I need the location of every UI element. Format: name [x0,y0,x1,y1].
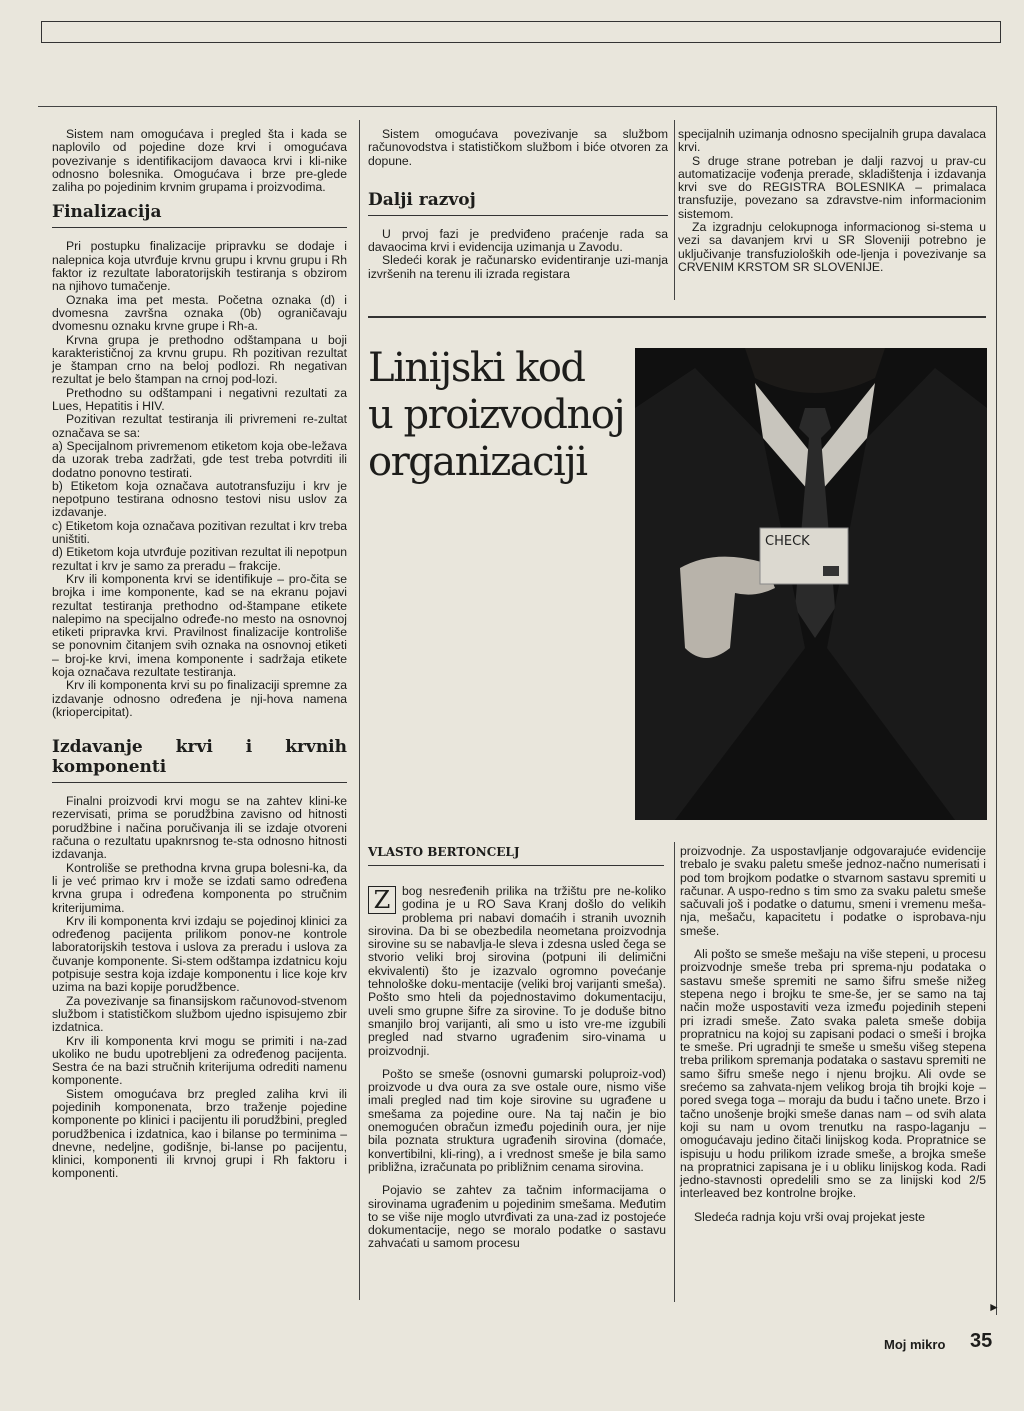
paragraph: Pošto se smeše (osnovni gumarski poluproiz-vod) proizvode u dva oura za sve ostale oure, nismo više imali pregled nad tim koje sirovine su ugrađene u smešama za pojedine oure. Na taj način je bio onemogućen obračun između pojedinih oura, jer nije bila poznata struktura ugrađenih sirovina (domaće, konvertibilni, kli-ring), a i vrednost smeše je bila samo približna, izračunata po približnim cenama sirovina. [368,1066,666,1174]
section-heading-izdavanje: Izdavanje krvi i krvnih komponenti [52,737,347,783]
column-divider [674,120,675,300]
paragraph: Pozitivan rezultat testiranja ili privremeni re-zultat označava se sa: [52,412,347,440]
column-1 [52,128,347,1181]
paragraph: Oznaka ima pet mesta. Početna oznaka (d) i dvomesna završna oznaka (0b) ograničavaju dvomesnu oznaku krvne grupe i Rh-a. [52,292,347,334]
column-divider [674,842,675,1302]
article-title-line: Linijski kod [368,345,585,391]
paragraph: Pri postupku finalizacije pripravku se dodaje i nalepnica koja utvrđuje krvnu grupu i krvnu grupu i Rh faktor iz rezultate laboratorijskih testiranja s obzirom na njihovo tumačenje. [52,239,347,294]
article-author: VLASTO BERTONCELJ [368,845,664,866]
magazine-name: Moj mikro [884,1337,946,1352]
page-number: 35 [970,1330,993,1352]
paragraph: Za povezivanje sa finansijskom računovod-stvenom službom i statističkom službom ujedno ispisujemo zbir izdatnica. [52,993,347,1035]
list-item: c) Etiketom koja označava pozitivan rezultat i krv treba uništiti. [52,518,347,547]
paragraph: Sistem nam omogućava i pregled šta i kada se naplovilo od pojedine doze krvi i omogućava povezivanje s identifikacijom davaoca krvi i kli-nike odnosno bolesnika. Omogućava i brze pre-glede zaliha po pojedinim krvnim grupama i proizvodima. [52,127,347,195]
paragraph: Za izgradnju celokupnoga informacionog si-stema u vezi sa davanjem krvi u SR Sloveniji potrebno je uključivanje transfuzioloških ode-ljenja i povezivanje sa CRVENIM KRSTOM SR SLOVENIJE. [678,220,986,274]
paragraph [368,885,666,1058]
article-divider [368,316,986,318]
list-item: b) Etiketom koja označava autotransfuziju i krv je nepotpuno testirana odnosno testovi nisu uslov za izdavanje. [52,478,347,520]
paragraph: Ali pošto se smeše mešaju na više stepeni, u procesu proizvodnje smeše treba pri sprema-nju podataka o sastavu smeše spremiti ne samo šifru smeše nižeg stepena nego i brojku te sme-še, jer se samo na taj način može uspostaviti veza između pojedinih stepeni pri izradi smeše. Zato svaka paleta smeše dobija propratnicu na kojoj su zapisani podaci o smeši i brojka te smeše. Pri ugradnji te smeše u smešu višeg stepena treba prilikom spremanja podataka o sastavu spremiti ne samo šifru smeše nego i njenu brojku. Ali ovde se srećemo sa zahvata-njem velikog broja tih brojki koje – pored svega toga – moraju da budu i tačno unete. Brzo i tačno unošenje brojki smeše danas nam – od svih alata koji su nam u ovom trenutku na raspo-laganju – omogućavaju jedino čitači linijskog koda. Propratnice se ispisuju u hodu prilikom izrade smeše, a brojka smeše na propratnici zapisana je i u obliku linijskog koda. Radi jedno-stavnosti opredelili smo se za linijski kod 2/5 interleaved bez kontrolne brojke. [680,947,986,1201]
column-divider [359,120,360,1300]
paragraph: U prvoj fazi je predviđeno praćenje rada sa davaocima krvi i evidencija uzimanja u Zavodu. [368,226,668,255]
list-item: a) Specijalnom privremenom etiketom koja obe-ležava da uzorak treba zadržati, gde test treba potvrditi ili dodatno ponovno testirati. [52,438,347,480]
column-3 [678,128,986,274]
paragraph: Sledeća radnja koju vrši ovaj projekat jeste [694,1209,926,1224]
paragraph: Prethodno su odštampani i negativni rezultati za Lues, Hepatitis i HIV. [52,385,347,414]
paragraph: Krv ili komponenta krvi mogu se primiti i na-zad ukoliko ne budu upotrebljeni za određenog pacijenta. Sestra će na bazi stručnih kriterijuma odrediti namenu komponente. [52,1033,347,1088]
article-column-2 [680,845,986,1224]
article-photo [635,348,987,820]
section-heading-dalji-razvoj: Dalji razvoj [368,190,668,216]
paragraph: Krv ili komponenta krvi se identifikuje – pro-čita se brojka i ime komponente, kad se na ekranu pojavi rezultat testiranja prethodno od-štampane etikete nalepimo na specijalno određe-no mesto na osnovnoj etiketi pripravka krvi. Pravilnost finalizacije kontroliše se ponovnim čitanjem svih oznaka na osnovnoj etiketi – broj-ke krvi, imena komponente i sadržaja etikete koja označava rezultate testiranja. [52,571,347,679]
paragraph: Pojavio se zahtev za tačnim informacijama o sirovinama ugrađenim u pojedinim smešama. Međutim to se više nije moglo utvrđivati za una-zad iz postojeće dokumentacije, nego se moralo podatke o sastavu zahvaćati u samom procesu [368,1183,666,1251]
paragraph: Sistem omogućava povezivanje sa službom računovodstva i statističkom službom i biće otvoren za dopune. [368,127,668,168]
article-title-line: u proizvodnoj [368,392,625,438]
article-title-line: organizaciji [368,439,587,485]
section-heading-finalizacija: Finalizacija [52,202,347,228]
card-label: CHECK [765,534,810,549]
paragraph: Krv ili komponenta krvi izdaju se pojedinoj klinici za određenog pacijenta prilikom ponov-ne kontrole laboratorijskih testova i uslova za preradu i uslova za čuvanje komponente. Si-stem odštampa izdatnicu koju potpisuje sestra koja izdaje komponentu i lice koje krv uzima na bazi kopije porudžbence. [52,913,347,995]
article-title [368,345,633,486]
continue-arrow-icon: ► [988,1300,1000,1314]
list-item: d) Etiketom koja utvrđuje pozitivan rezultat ili nepotpun rezultat i krv je samo za preradu – frakcije. [52,545,347,573]
paragraph: Finalni proizvodi krvi mogu se na zahtev klini-ke rezervisati, prima se porudžbina zavisno od hitnosti porudžbine i načina poručivanja ili se izdaje otvoreni računa o rezultatu upaknrsnog te-sta odnosno hitnosti izdavanja. [52,794,347,862]
paragraph: Kontroliše se prethodna krvna grupa bolesni-ka, da li je već primao krv i može se izdati samo određena krvna grupa i određena komponenta po stručnim kriterijumima. [52,860,347,915]
top-frame [41,21,1001,43]
paragraph: Sistem omogućava brz pregled zaliha krvi ili pojedinih komponenata, brzo traženje pojedine komponente po klinici i pacijentu ili porudžbini, pregled porudžbenica i izdatnica, kao i bilanse po terminima – dnevne, nedeljne, godišnje, bi-lanse po pacijentu, klinici, komponenti ili krvnoj grupi i Rh faktoru i komponenti. [52,1086,347,1181]
paragraph: specijalnih uzimanja odnosno specijalnih grupa davalaca krvi. [678,127,986,155]
paragraph: proizvodnje. Za uspostavljanje odgovarajuće evidencije trebalo je svaku paletu smeše jednoz-načno numerisati i pod tom brojkom podatke o stvarnom sastavu spremiti u računar. A uspo-redno s tim smo za svaku paletu smeše sačuvali još i podatke o datumu, smeni i vremenu meša-nja, mešaču, kapacitetu i podatke o isprobava-nju smeše. [680,844,986,938]
column-2 [368,128,668,281]
paragraph: Krvna grupa je prethodno odštampana u boji karakterističnoj za krvnu grupu. Rh pozitivan rezultat je štampan crno na beloj podlozi. Rh negativan rezultat je belo štampan na crnoj pod-lozi. [52,332,347,387]
paragraph: Sledeći korak je računarsko evidentiranje uzi-manja izvršenih na terenu ili izrada registara [368,253,668,281]
drop-cap: Z [368,886,396,914]
paragraph: Krv ili komponenta krvi su po finalizaciji spremne za izdavanje odnosno određena je nji-hova namena (kriopercipitat). [52,678,347,719]
article-column-1 [368,885,666,1251]
paragraph-text: bog nesređenih prilika na tržištu pre ne-koliko godina je u RO Sava Kranj došlo do velikih problema pri nabavi domaćih i stranih uvoznih sirovina. Da bi se obezbedila neometana proizvodnja sirovine su se nabavlja-le sleva i zdesna usled čega se stvorio veliki broj sirovina (potpuni ili delimični ekvivalenti) što je izazvalo ogromno povećanje tehnološke doku-mentacije (veliki broj varijanti smeša). Pošto smo hteli da pojednostavimo dokumentaciju, uveli smo grupne šifre za sirovine. To je doduše bitno smanjilo broj varijanti, ali smo u isto vre-me izgubili pregled nad stvarno ugrađenim siro-vinama u proizvodnji. [368,884,666,1058]
man-holding-card-illustration [635,348,987,820]
paragraph: S druge strane potreban je dalji razvoj u prav-cu automatizacije vođenja prerade, skladištenja i izdavanja krvi sve do REGISTRA BOLESNIKA – primalaca transfuzije, povezano sa zdravstve-nim informacionim sistemom. [678,153,986,221]
